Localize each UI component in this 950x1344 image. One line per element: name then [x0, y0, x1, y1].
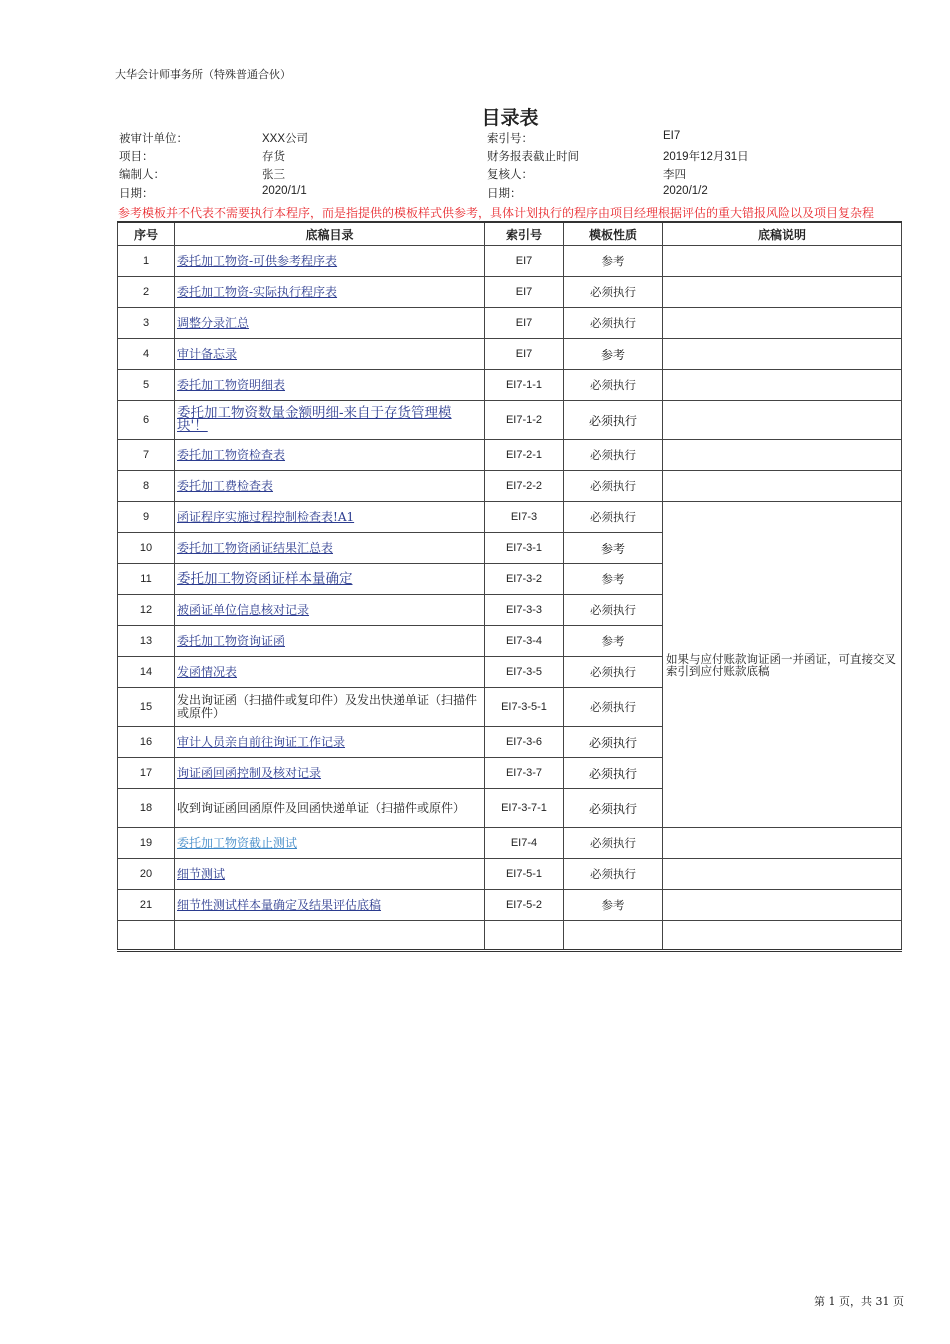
row-number: 1: [118, 246, 175, 277]
index-table: [117, 221, 902, 952]
workpaper-cell: [175, 440, 485, 471]
row-index: EI7-2-1: [485, 440, 564, 471]
row-note: [663, 890, 902, 921]
row-nature: 必须执行: [564, 859, 663, 890]
row-nature: 必须执行: [564, 401, 663, 440]
workpaper-link[interactable]: 委托加工物资询证函: [177, 633, 286, 648]
table-row: [118, 277, 902, 308]
row-number: 6: [118, 401, 175, 440]
row-note: [663, 828, 902, 859]
row-number: 10: [118, 533, 175, 564]
row-index: EI7-3-5: [485, 657, 564, 688]
workpaper-link[interactable]: 委托加工物资函证样本量确定: [177, 570, 353, 587]
table-row: [118, 890, 902, 921]
row-index: EI7-5-1: [485, 859, 564, 890]
table-row: [118, 859, 902, 890]
row-index: EI7: [485, 339, 564, 370]
table-row: [118, 440, 902, 471]
workpaper-link[interactable]: 审计人员亲自前往询证工作记录: [177, 734, 346, 749]
period-label: 财务报表截止时间: [487, 149, 579, 163]
empty-cell: [663, 921, 902, 951]
page-title: 目录表: [481, 107, 539, 129]
row-nature: 必须执行: [564, 758, 663, 789]
empty-cell: [175, 921, 485, 951]
row-note: [663, 401, 902, 440]
workpaper-link[interactable]: 委托加工物资检查表: [177, 447, 286, 462]
row-index: EI7: [485, 277, 564, 308]
row-index: EI7-3-7: [485, 758, 564, 789]
table-row: [118, 401, 902, 440]
row-nature: 必须执行: [564, 440, 663, 471]
row-nature: 必须执行: [564, 727, 663, 758]
reviewer-value: 李四: [663, 167, 686, 181]
workpaper-link[interactable]: 细节性测试样本量确定及结果评估底稿: [177, 897, 382, 912]
workpaper-link[interactable]: 委托加工费检查表: [177, 478, 274, 493]
reviewer-label: 复核人：: [487, 167, 533, 181]
table-row: [118, 246, 902, 277]
row-note: [663, 308, 902, 339]
row-index: EI7-3-4: [485, 626, 564, 657]
index-label: 索引号：: [487, 131, 533, 145]
empty-cell: [564, 921, 663, 951]
row-number: 2: [118, 277, 175, 308]
row-number: 7: [118, 440, 175, 471]
review-date-label: 日期：: [487, 186, 522, 200]
row-nature: 必须执行: [564, 789, 663, 828]
row-number: 13: [118, 626, 175, 657]
workpaper-cell: [175, 308, 485, 339]
workpaper-link[interactable]: 询证函回函控制及核对记录: [177, 765, 322, 780]
workpaper-cell: [175, 595, 485, 626]
date-value: 2020/1/1: [262, 185, 307, 197]
workpaper-cell: [175, 471, 485, 502]
workpaper-link[interactable]: 被函证单位信息核对记录: [177, 602, 310, 617]
row-note: [663, 440, 902, 471]
row-note: [663, 246, 902, 277]
auditee-value: XXX公司: [262, 133, 309, 145]
row-index: EI7-4: [485, 828, 564, 859]
row-number: 17: [118, 758, 175, 789]
row-nature: 必须执行: [564, 828, 663, 859]
row-nature: 必须执行: [564, 471, 663, 502]
row-nature: 参考: [564, 626, 663, 657]
col-header-no: 序号: [118, 222, 175, 246]
workpaper-cell: [175, 339, 485, 370]
item-value: 存货: [262, 149, 285, 163]
workpaper-cell: [175, 401, 485, 440]
workpaper-cell: [175, 758, 485, 789]
page-footer: 第 1 页，共 31 页: [814, 1295, 904, 1308]
item-label: 项目：: [119, 149, 154, 163]
table-row: [118, 502, 902, 533]
row-nature: 必须执行: [564, 502, 663, 533]
workpaper-link[interactable]: 委托加工物资数量金额明细-来自于存货管理模块'！: [177, 405, 452, 434]
workpaper-link[interactable]: 发函情况表: [177, 664, 238, 679]
workpaper-link[interactable]: 调整分录汇总: [177, 315, 250, 330]
preparer-label: 编制人：: [119, 167, 165, 181]
row-number: 4: [118, 339, 175, 370]
row-index: EI7: [485, 246, 564, 277]
row-number: 19: [118, 828, 175, 859]
row-number: 20: [118, 859, 175, 890]
table-header-row: [118, 222, 902, 246]
row-number: 21: [118, 890, 175, 921]
workpaper-cell: [175, 828, 485, 859]
workpaper-link[interactable]: 函证程序实施过程控制检查表!A1: [177, 509, 355, 524]
workpaper-cell: [175, 277, 485, 308]
workpaper-cell: [175, 502, 485, 533]
row-nature: 必须执行: [564, 370, 663, 401]
row-nature: 必须执行: [564, 595, 663, 626]
table-row: [118, 370, 902, 401]
table-row: [118, 308, 902, 339]
col-header-nature: 模板性质: [564, 222, 663, 246]
row-nature: 参考: [564, 890, 663, 921]
col-header-name: 底稿目录: [175, 222, 485, 246]
row-number: 16: [118, 727, 175, 758]
row-nature: 必须执行: [564, 657, 663, 688]
row-index: EI7-3: [485, 502, 564, 533]
review-date-value: 2020/1/2: [663, 185, 708, 197]
row-number: 14: [118, 657, 175, 688]
preparer-value: 张三: [262, 167, 285, 181]
empty-cell: [118, 921, 175, 951]
row-note: [663, 339, 902, 370]
confirmation-note: 如果与应付账款询证函一并函证，可直接交叉索引到应付账款底稿: [663, 502, 902, 828]
workpaper-cell: [175, 246, 485, 277]
workpaper-cell: [175, 533, 485, 564]
workpaper-link[interactable]: 委托加工物资-实际执行程序表: [177, 284, 338, 299]
row-note: [663, 277, 902, 308]
workpaper-cell: [175, 626, 485, 657]
col-header-note: 底稿说明: [663, 222, 902, 246]
workpaper-text: 发出询证函（扫描件或复印件）及发出快递单证（扫描件或原件）: [177, 693, 478, 720]
empty-row: [118, 921, 902, 951]
row-number: 15: [118, 688, 175, 727]
workpaper-link[interactable]: 审计备忘录: [177, 346, 238, 361]
row-index: EI7-3-2: [485, 564, 564, 595]
template-notice: 参考模板并不代表不需要执行本程序，而是指提供的模板样式供参考，具体计划执行的程序由项目经理根据评估的重大错报风险以及项目复杂程: [118, 206, 875, 220]
workpaper-cell: [175, 789, 485, 828]
row-number: 12: [118, 595, 175, 626]
table-row: [118, 339, 902, 370]
row-nature: 必须执行: [564, 308, 663, 339]
row-index: EI7-3-5-1: [485, 688, 564, 727]
workpaper-cell: [175, 370, 485, 401]
row-number: 8: [118, 471, 175, 502]
row-nature: 参考: [564, 564, 663, 595]
workpaper-cell: [175, 890, 485, 921]
row-nature: 参考: [564, 533, 663, 564]
row-nature: 参考: [564, 246, 663, 277]
row-index: EI7-3-1: [485, 533, 564, 564]
col-header-index: 索引号: [485, 222, 564, 246]
row-index: EI7-5-2: [485, 890, 564, 921]
table-row: [118, 828, 902, 859]
row-note: [663, 471, 902, 502]
row-number: 3: [118, 308, 175, 339]
firm-name: 大华会计师事务所（特殊普通合伙）: [115, 68, 291, 81]
row-index: EI7-3-6: [485, 727, 564, 758]
empty-cell: [485, 921, 564, 951]
row-index: EI7-1-1: [485, 370, 564, 401]
workpaper-cell: [175, 727, 485, 758]
workpaper-link[interactable]: 委托加工物资截止测试: [177, 835, 298, 850]
workpaper-cell: [175, 688, 485, 727]
row-nature: 必须执行: [564, 277, 663, 308]
workpaper-cell: [175, 564, 485, 595]
row-number: 5: [118, 370, 175, 401]
row-index: EI7-3-3: [485, 595, 564, 626]
row-number: 18: [118, 789, 175, 828]
row-nature: 必须执行: [564, 688, 663, 727]
index-value: EI7: [663, 130, 681, 142]
period-value: 2019年12月31日: [663, 151, 749, 163]
row-note: [663, 370, 902, 401]
row-number: 11: [118, 564, 175, 595]
date-label: 日期：: [119, 186, 154, 200]
auditee-label: 被审计单位：: [119, 131, 188, 145]
workpaper-cell: [175, 657, 485, 688]
table-row: [118, 471, 902, 502]
row-index: EI7-1-2: [485, 401, 564, 440]
workpaper-cell: [175, 859, 485, 890]
workpaper-link[interactable]: 委托加工物资明细表: [177, 377, 286, 392]
workpaper-link[interactable]: 委托加工物资函证结果汇总表: [177, 540, 334, 555]
row-index: EI7-3-7-1: [485, 789, 564, 828]
row-index: EI7-2-2: [485, 471, 564, 502]
row-number: 9: [118, 502, 175, 533]
row-note: [663, 859, 902, 890]
row-nature: 参考: [564, 339, 663, 370]
row-index: EI7: [485, 308, 564, 339]
workpaper-link[interactable]: 细节测试: [177, 866, 226, 881]
workpaper-link[interactable]: 委托加工物资-可供参考程序表: [177, 253, 338, 268]
workpaper-text: 收到询证函回函原件及回函快递单证（扫描件或原件）: [177, 800, 466, 815]
